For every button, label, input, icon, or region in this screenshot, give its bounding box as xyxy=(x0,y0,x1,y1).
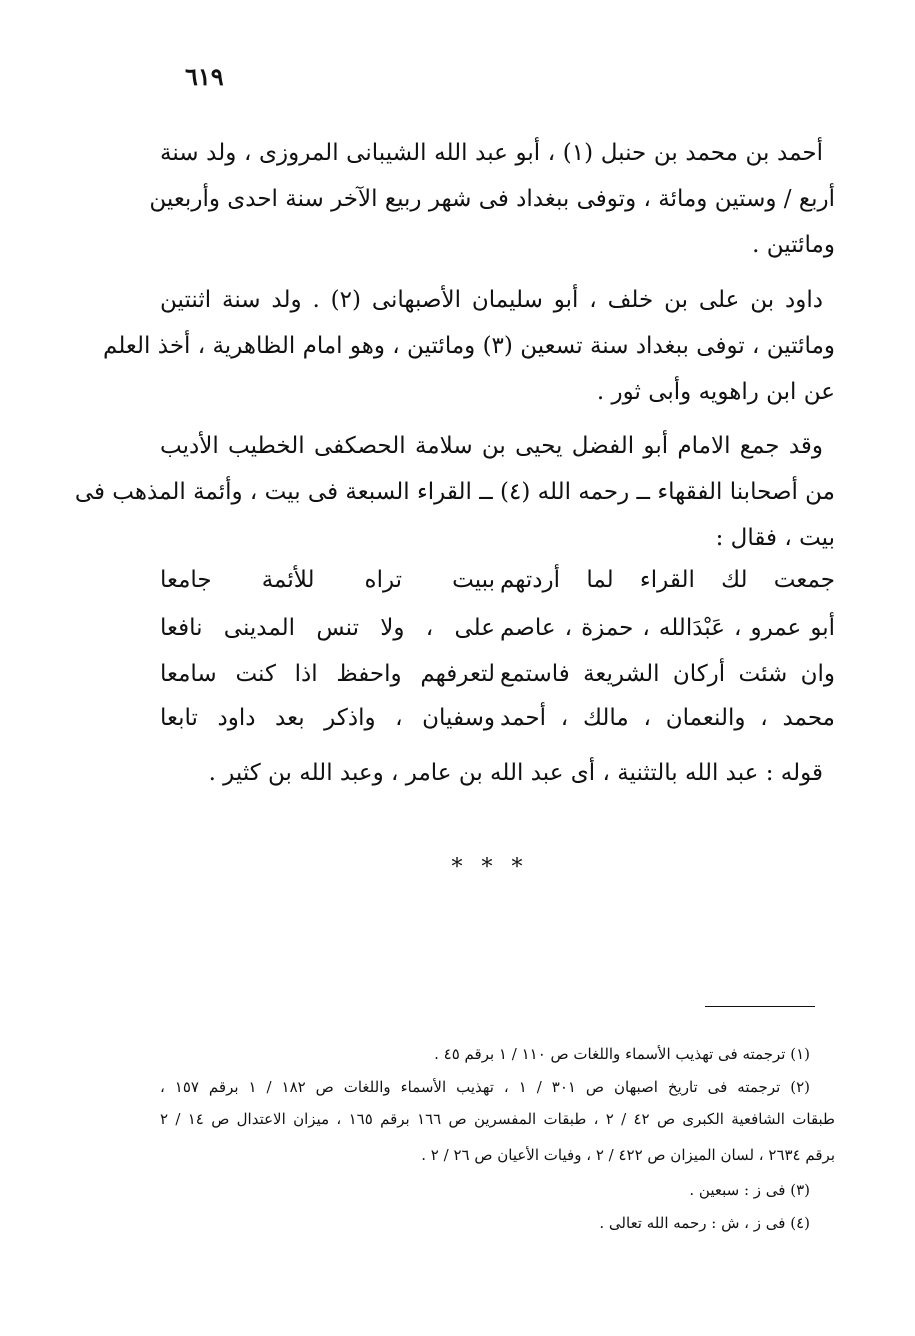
footnote-4: (٤) فى ز ، ش : رحمه الله تعالى . xyxy=(599,1214,810,1232)
poem-verse-3-first-hemistich: وان شئت أركان الشريعة فاستمع xyxy=(500,661,835,687)
poem-verse-1-second-hemistich: ببيت تراه للأئمة جامعا xyxy=(160,567,495,593)
footnote-2-line-2: طبقات الشافعية الكبرى ص ٤٢ / ٢ ، طبقات المفسرين ص ١٦٦ برقم ١٦٥ ، ميزان الاعتدال ص ١٤ / ٢ xyxy=(160,1110,835,1128)
poem-verse-1-first-hemistich: جمعت لك القراء لما أردتهم xyxy=(500,567,835,593)
footnote-3: (٣) فى ز : سبعين . xyxy=(689,1181,810,1199)
footnote-2-line-1: (٢) ترجمته فى تاريخ اصبهان ص ٣٠١ / ١ ، تهذيب الأسماء واللغات ص ١٨٢ / ١ برقم ١٥٧ ، xyxy=(160,1078,810,1096)
page-number: ٦١٩ xyxy=(185,62,224,91)
poem-verse-4-first-hemistich: محمد ، والنعمان ، مالك ، أحمد xyxy=(500,705,835,731)
footnote-1: (١) ترجمته فى تهذيب الأسماء واللغات ص ١١٠ / ١ برقم ٤٥ . xyxy=(434,1045,810,1063)
section-separator-stars: * * * xyxy=(451,855,529,880)
footnote-2-line-3: برقم ٢٦٣٤ ، لسان الميزان ص ٤٢٢ / ٢ ، وفيات الأعيان ص ٢٦ / ٢ . xyxy=(421,1146,835,1164)
paragraph-2-line-1: داود بن على بن خلف ، أبو سليمان الأصبهانى (٢) . ولد سنة اثنتين xyxy=(160,287,824,313)
closing-line: قوله : عبد الله بالتثنية ، أى عبد الله بن عامر ، وعبد الله بن كثير . xyxy=(208,760,823,786)
poem-verse-4-second-hemistich: وسفيان ، واذكر بعد داود تابعا xyxy=(160,705,495,731)
footnote-divider xyxy=(705,1006,815,1007)
paragraph-2-line-2: ومائتين ، توفى ببغداد سنة تسعين (٣) ومائتين ، وهو امام الظاهرية ، أخذ العلم xyxy=(103,333,835,359)
poem-verse-3-second-hemistich: لتعرفهم واحفظ اذا كنت سامعا xyxy=(160,661,495,687)
paragraph-3-line-1: وقد جمع الامام أبو الفضل يحيى بن سلامة الحصكفى الخطيب الأديب xyxy=(160,433,823,459)
paragraph-1-line-3: ومائتين . xyxy=(752,232,835,258)
paragraph-2-line-3: عن ابن راهويه وأبى ثور . xyxy=(596,379,835,405)
paragraph-1-line-1: أحمد بن محمد بن حنبل (١) ، أبو عبد الله الشيبانى المروزى ، ولد سنة xyxy=(160,140,823,166)
paragraph-3-line-3: بيت ، فقال : xyxy=(715,525,835,551)
paragraph-1-line-2: أربع / وستين ومائة ، وتوفى ببغداد فى شهر ربيع الآخر سنة احدى وأربعين xyxy=(149,186,835,212)
poem-verse-2-first-hemistich: أبو عمرو ، عَبْدَالله ، حمزة ، عاصم xyxy=(500,615,835,641)
paragraph-3-line-2: من أصحابنا الفقهاء ــ رحمه الله (٤) ــ القراء السبعة فى بيت ، وأئمة المذهب فى xyxy=(74,479,835,505)
poem-verse-2-second-hemistich: على ، ولا تنس المدينى نافعا xyxy=(160,615,495,641)
